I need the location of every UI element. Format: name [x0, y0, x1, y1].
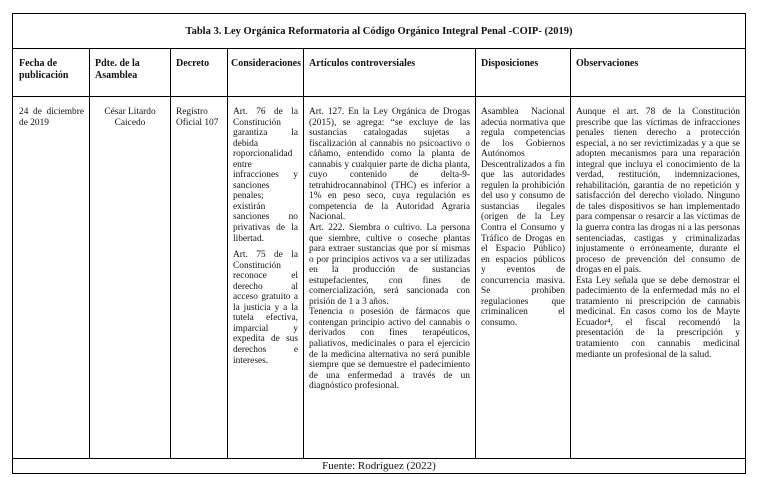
column-divider	[227, 48, 228, 458]
header-decreto: Decreto	[176, 58, 210, 69]
column-divider	[570, 48, 571, 458]
column-divider	[303, 48, 304, 458]
cell-decreto	[170, 96, 227, 458]
articulo-paragraph: Art. 127. En la Ley Orgánica de Drogas (2015), se agrega: “se excluye de las sustancias catalogadas sujetas a fiscalización al cannabis no psicoactivo o cáñamo, entendido como la planta de cannabis y cualquier parte de dicha planta, cuyo contenido de delta-9- tetrahidrocannabinol (THC) es inferior a 1% en peso seco, cuya regulación es competencia de la Autoridad Agraria Nacional.	[309, 107, 470, 223]
disposiciones-value: Asamblea Nacional adecúa normativa que regula competencias de los Gobiernos Autónomos Descentralizados a fin que las autoridades regulen la prohibición del uso y consumo de sustancias ilegales (origen de la Ley Contra el Consumo y Tráfico de Drogas en el Espacio Público) en espacios públicos y eventos de concurrencia masiva. Se prohíben regulaciones que criminalicen el consumo.	[481, 107, 565, 328]
table	[12, 13, 746, 474]
header-fecha: Fecha de publicación	[19, 58, 69, 81]
decreto-value: Registro Oficial 107	[176, 107, 219, 128]
observacion-paragraph: Aunque el art. 78 de la Constitución prescribe que las víctimas de infracciones penales tienen derecho a protección especial, a no ser revictimizadas y a que se adopten mecanismos para una reparación integral que incluya el conocimiento de la verdad, restitución, indemnizaciones, rehabilitación, garantía de no repetición y satisfacción del derecho violado. Ninguno de tales dispositivos se han implementado para compensar o resarcir a las víctimas de la guerra contra las drogas ni a las personas sentenciadas, castigas y criminalizadas injustamente o erróneamente, durante el proceso de prevención del consumo de drogas en el país.	[576, 107, 740, 276]
consideracion-paragraph: Art. 76 de la Constitución garantiza la debida roporcionalidad entre infracciones y sanciones penales; existirán sanciones no privativas de la libertad.	[233, 107, 298, 244]
table-title: Tabla 3. Ley Orgánica Reformatoria al Código Orgánico Integral Penal -COIP- (2019)	[13, 14, 745, 49]
column-divider	[170, 48, 171, 458]
observacion-paragraph: Esta Ley señala que se debe demostrar el padecimiento de la enfermedad más no el tratamiento ni prescripción de cannabis medicinal. En casos como los de Mayte Ecuador⁴, el fiscal recomendó la presentación de la prescripción y tratamiento con cannabis medicinal mediante un profesional de la salud.	[576, 275, 740, 360]
column-divider	[475, 48, 476, 458]
cell-presidente	[89, 96, 170, 458]
articulo-paragraph: Art. 222. Siembra o cultivo. La persona que siembre, cultive o coseche plantas para extraer sustancias que por sí mismas o por principios activos va a ser utilizadas en la producción de sustancias estupefacientes, con fines de comercialización, será sancionada con prisión de 1 a 3 años.	[309, 223, 470, 307]
cell-disposiciones	[475, 96, 570, 458]
header-articulos: Artículos controversiales	[309, 58, 416, 69]
fecha-value: 24 de diciembre de 2019	[19, 107, 84, 128]
header-disposiciones: Disposiciones	[481, 58, 539, 69]
cell-articulos	[303, 96, 475, 458]
cell-consideraciones	[227, 96, 303, 458]
table-row	[13, 96, 745, 459]
column-divider	[89, 48, 90, 458]
articulo-paragraph: Tenencia o posesión de fármacos que contengan principio activo del cannabis o derivados con fines terapéuticos, paliativos, medicinales o para el ejercicio de la medicina alternativa no será punible siempre que se demuestre el padecimiento de una enfermedad a través de un diagnóstico profesional.	[309, 307, 470, 392]
header-observaciones: Observaciones	[576, 58, 639, 69]
table-header-row	[13, 48, 745, 97]
consideracion-paragraph: Art. 75 de la Constitución reconoce el derecho al acceso gratuito a la justicia y a la tutela efectiva, imparcial y expedita de sus derechos e intereses.	[233, 250, 298, 366]
cell-fecha	[13, 96, 89, 458]
cell-observaciones	[570, 96, 745, 458]
header-presidente: Pdte. de la Asamblea	[95, 58, 140, 81]
presidente-value: César Litardo Caicedo	[104, 107, 156, 128]
header-consideraciones: Consideraciones	[231, 58, 301, 69]
table-source: Fuente: Rodríguez (2022)	[322, 460, 436, 472]
